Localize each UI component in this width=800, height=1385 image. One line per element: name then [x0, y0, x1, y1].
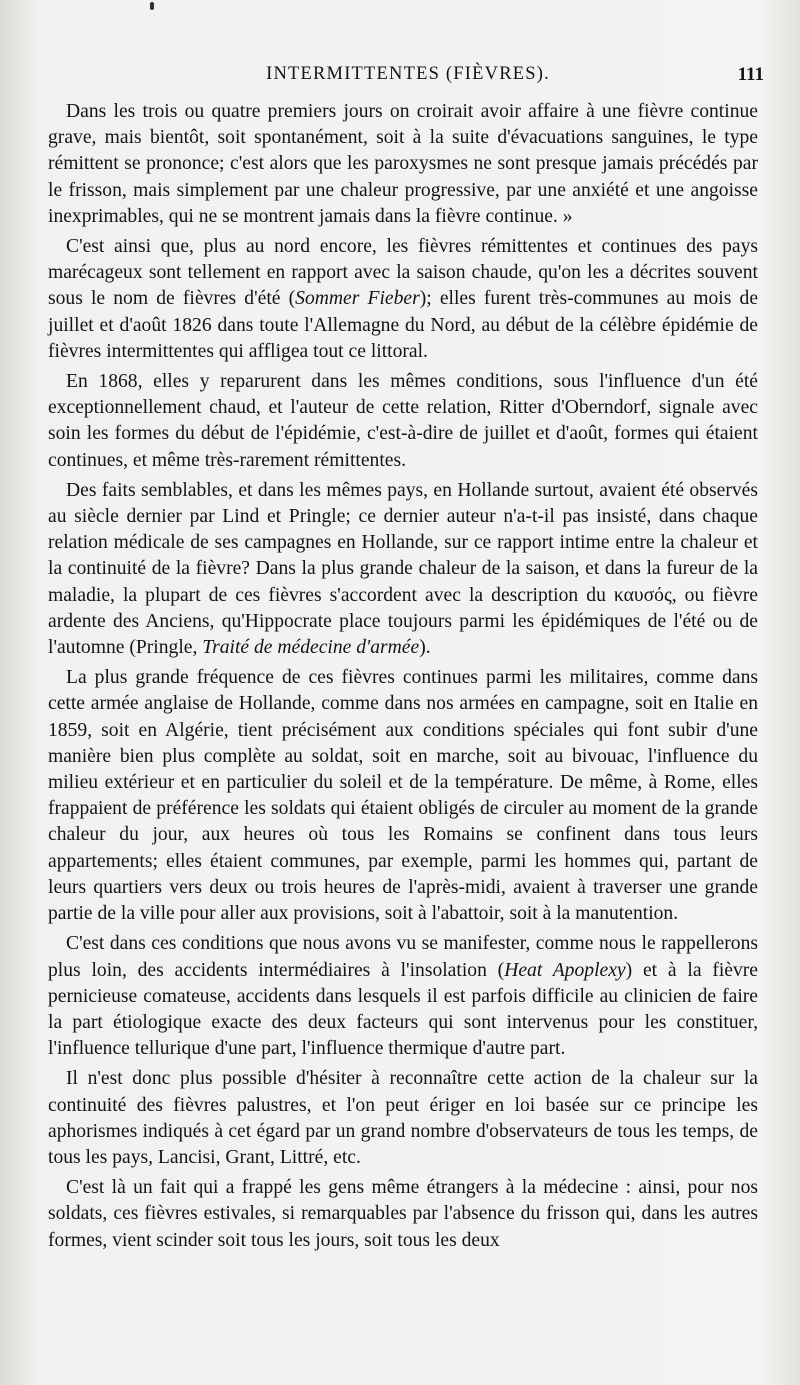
paragraph	[48, 665, 758, 927]
text-segment: ); elles furent très-communes au mois de juillet et d'août 1826 dans toute l'Allemagne du Nord, au début de la célèbre épidémie de fièvres intermittentes qui affligea tout ce littoral.	[48, 288, 759, 362]
text-segment: En 1868, elles y reparurent dans les mêmes conditions, sous l'influence d'un été exceptionnellement chaud, et l'auteur de cette relation, Ritter d'Oberndorf, signale avec soin les formes du début de l'épidémie, c'est-à-dire de juillet et d'août, formes qui étaient continues, et même très-rarement rémittentes.	[48, 371, 758, 471]
paragraph	[48, 478, 758, 661]
paragraph	[48, 1066, 758, 1171]
text-segment: Des faits semblables, et dans les mêmes pays, en Hollande surtout, avaient été observés au siècle dernier par Lind et Pringle; ce dernier auteur n'a-t-il pas insisté, dans chaque relation médicale de ses campagnes en Hollande, sur ce rapport intime entre la chaleur et la continuité de la fièvre? Dans la plus grande chaleur de la saison, et dans la fureur de la maladie, la plupart de ces fièvres s'accordent avec la description du καυσός, ou fièvre ardente des Anciens, qu'Hippocrate place toujours parmi les épidémiques de l'été ou de l'automne (Pringle,	[48, 479, 758, 659]
running-title: INTERMITTENTES (FIÈVRES).	[266, 64, 550, 84]
text-segment: Il n'est donc plus possible d'hésiter à reconnaître cette action de la chaleur sur la continuité des fièvres palustres, et l'on peut ériger en loi basée sur ce principe les aphorismes indiqués à cet égard par un grand nombre d'observateurs de tous les temps, de tous les pays, Lancisi, Grant, Littré, etc.	[48, 1068, 758, 1168]
paragraph	[48, 99, 758, 230]
page-number: 111	[737, 64, 764, 85]
text-segment-italic: Sommer Fieber	[295, 288, 420, 310]
text-segment: Dans les trois ou quatre premiers jours on croirait avoir affaire à une fièvre continue grave, mais bientôt, soit spontanément, soit à la suite d'évacuations sanguines, le type rémittent se prononce; c'est alors que les paroxysmes ne sont presque jamais précédés par le frisson, mais simplement par une chaleur progressive, par une anxiété et une angoisse inexprimables, qui ne se montrent jamais dans la fièvre continue. »	[48, 101, 758, 227]
running-header	[48, 62, 768, 92]
text-segment: ) et à la fièvre pernicieuse comateuse, accidents dans lesquels il est parfois difficile au clinicien de faire la part étiologique exacte des deux facteurs qui sont intervenus pour les constituer, l'influence tellurique d'une part, l'influence thermique d'autre part.	[48, 959, 758, 1060]
text-segment-italic: Traité de médecine d'armée	[202, 637, 420, 659]
paragraph	[48, 369, 758, 474]
ink-mark	[150, 2, 154, 10]
paragraph	[48, 234, 758, 365]
text-segment: ).	[419, 637, 431, 659]
text-segment-italic: Heat Apoplexy	[504, 959, 626, 981]
paragraph	[48, 1175, 758, 1254]
text-segment: C'est dans ces conditions que nous avons vu se manifester, comme nous le rappellerons plus loin, des accidents intermédiaires à l'insolation (	[48, 933, 758, 981]
text-segment: C'est ainsi que, plus au nord encore, les fièvres rémittentes et continues des pays marécageux sont tellement en rapport avec la saison chaude, qu'on les a décrites souvent sous le nom de fièvres d'été (	[48, 236, 758, 310]
text-segment: C'est là un fait qui a frappé les gens même étrangers à la médecine : ainsi, pour nos soldats, ces fièvres estivales, si remarquables par l'absence du frisson qui, dans les autres formes, vient scinder soit tous les jours, soit tous les deux	[48, 1177, 758, 1251]
text-segment: La plus grande fréquence de ces fièvres continues parmi les militaires, comme dans cette armée anglaise de Hollande, comme dans nos armées en campagne, soit en Italie en 1859, soit en Algérie, tient précisément aux conditions spéciales qui font subir d'une manière bien plus complète au soldat, soit en marche, soit au bivouac, l'influence du milieu extérieur et en particulier du soleil et de la température. De même, à Rome, elles frappaient de préférence les soldats qui étaient obligés de circuler au moment de la grande chaleur du jour, aux heures où tous les Romains se confinent dans tous leurs appartements; elles étaient communes, par exemple, parmi les hommes qui, partant de leurs quartiers vers deux ou trois heures de l'après-midi, avaient à traverser une grande partie de la ville pour aller aux provisions, soit à l'abattoir, soit à la manutention.	[48, 667, 758, 925]
body-text	[48, 99, 758, 1258]
paragraph	[48, 931, 758, 1062]
